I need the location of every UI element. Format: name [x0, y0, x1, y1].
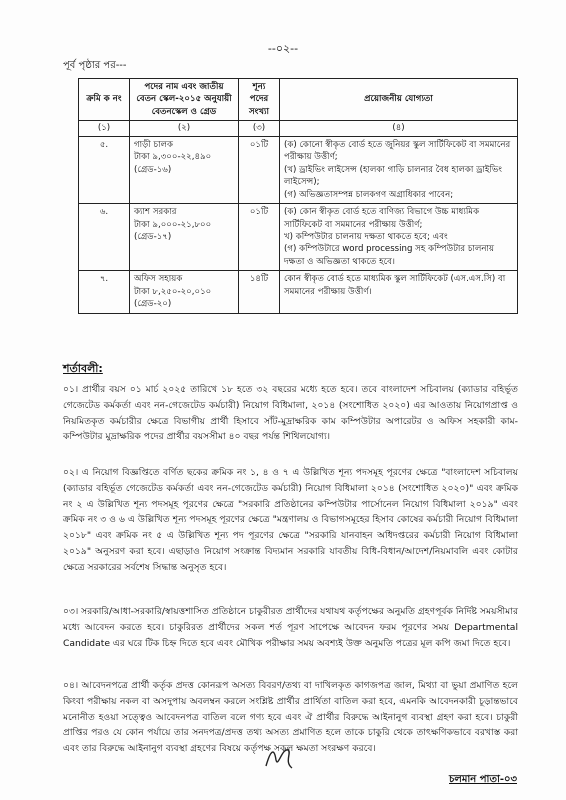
- qualification-item: (গ) কম্পিউটারে word processing সহ কম্পিউটার চালনায় দক্ষতা ও অভিজ্ঞতা থাকতে হবে।: [284, 244, 495, 267]
- post-name: গাড়ী চালক: [134, 139, 173, 150]
- row-serial: ৭.: [79, 271, 130, 313]
- conditions-heading: শর্তাবলী:: [63, 362, 103, 375]
- post-cell: [130, 271, 239, 313]
- pay-scale: টাকা ৯,৩০০-২২,৪৯০: [134, 152, 212, 163]
- condition-paragraph: ০২। এ নিয়োগ বিজ্ঞপ্তিতে বর্ণিত ছকের ক্রমিক নং ১, ৪ ও ৭ এ উল্লিখিত শূন্য পদসমূহ পূরণের ক্ষেত্রে "বাংলাদেশ সচিবালয় (ক্যাডার বহির্ভূত গেজেটেড কর্মকর্তা এবং নন-গেজেটেড কর্মচারী) নিয়োগ বিধিমালা ২০১৪ (সংশোধিত ২০২০)" এবং ক্রমিক নং ২ এ উল্লিখিত শূন্য পদসমূহ পূরণের ক্ষেত্রে "সরকারি প্রতিষ্ঠানের কম্পিউটার পার্সোনেল নিয়োগ বিধিমালা ২০১৯" এবং ক্রমিক নং ৩ ও ৬ এ উল্লিখিত শূন্য পদসমূহ পূরণের ক্ষেত্রে "মন্ত্রণালয় ও বিভাগসমূহের হিসাব কোষের কর্মচারী নিয়োগ বিধিমালা ২০১৮" এবং ক্রমিক নং ৫ এ উল্লিখিত শূন্য পদ পূরণের ক্ষেত্রে "সরকারি যানবাহন অধিদপ্তরের কর্মচারী নিয়োগ বিধিমালা ২০১৯" অনুসরণ করা হবে। এছাড়াও নিয়োগ সংক্রান্ত বিদ্যমান সরকারি যাবতীয় বিধি-বিধান/আদেশ/নিয়মাবলি এবং কোটার ক্ষেত্রে সরকারের সর্বশেষ সিদ্ধান্ত অনুসৃত হবে।: [63, 467, 518, 573]
- post-name: অফিস সহায়ক: [134, 274, 183, 285]
- table-row: [79, 204, 518, 271]
- table-row: [79, 136, 518, 203]
- qualification-item: কোন স্বীকৃত বোর্ড হতে মাধ্যমিক স্কুল সার্টিফিকেট (এস.এস.সি) বা সমমানের পরীক্ষায় উত্তীর্ণ।: [284, 274, 506, 297]
- row-serial: ৬.: [79, 204, 130, 271]
- header-qualification: প্রয়োজনীয় যোগ্যতা: [280, 79, 518, 121]
- col-index: (২): [130, 121, 239, 136]
- condition-paragraph: ০১। প্রার্থীর বয়স ০১ মার্চ ২০২৫ তারিখে ১৮ হতে ৩২ বছরের মধ্যে হতে হবে। তবে বাংলাদেশ সচিবালয় (ক্যাডার বহির্ভূত গেজেটেড কর্মকর্তা এবং নন-গেজেটেড কর্মচারী) নিয়োগ বিধিমালা, ২০১৪ (সংশোধিত ২০২০) এর আওতায় নিয়োগপ্রাপ্ত ও নিয়মিতকৃত কর্মচারীর ক্ষেত্রে বিভাগীয় প্রার্থী হিসাবে সাঁট-মুদ্রাক্ষরিক কাম কম্পিউটার অপারেটর ও অফিস সহকারী কাম-কম্পিউটার মুদ্রাক্ষরিক পদের প্রার্থীর বয়সসীমা ৪০ বছর পর্যন্ত শিথিলযোগ্য।: [63, 384, 518, 443]
- table-row: [79, 271, 518, 313]
- condition-paragraph: ০৪। আবেদনপত্রে প্রার্থী কর্তৃক প্রদত্ত কোনরূপ অসত্য বিবরণ/তথ্য বা দাখিলকৃত কাগজপত্র জাল, মিথ্যা বা ভুয়া প্রমাণিত হলে কিংবা পরীক্ষায় নকল বা অসদুপায় অবলম্বন করলে সংশ্লিষ্ট প্রার্থীর প্রার্থিতা বাতিল করা হবে, এমনকি আবেদনকারী চূড়ান্তভাবে মনোনীত হওয়া সত্ত্বেও আবেদনপত্র বাতিল বলে গণ্য হবে এবং ঐ প্রার্থীর বিরুদ্ধে আইনানুগ ব্যবস্থা গ্রহণ করা হবে। চাকুরী প্রাপ্তির পরও যে কোন পর্যায়ে তার সনদপত্র/প্রদত্ত তথ্য অসত্য প্রমাণিত হলে তাকে চাকুরি থেকে তাৎক্ষণিকভাবে বরখাস্ত করা এবং তার বিরুদ্ধে আইনানুগ ব্যবস্থা গ্রহণের বিষয়ে কর্তৃপক্ষ সকল ক্ষমতা সংরক্ষণ করবে।: [63, 680, 518, 755]
- page-number: --০২--: [267, 42, 299, 55]
- col-index: (১): [79, 121, 130, 136]
- col-index: (৩): [239, 121, 280, 136]
- qualification-item: (ক) কোনো স্বীকৃত বোর্ড হতে জুনিয়র স্কুল সার্টিফিকেট বা সমমানের পরীক্ষায় উত্তীর্ণ;: [284, 139, 511, 163]
- header-vacancy-count: শূন্য পদের সংখ্যা: [239, 79, 280, 121]
- qualification-item: (খ) ড্রাইভিং লাইসেন্স (হালকা গাড়ি চালনার বৈধ হালকা ড্রাইভিং লাইসেন্স);: [284, 164, 502, 188]
- continued-note: পূর্ব পৃষ্ঠার পর---: [63, 60, 127, 71]
- signature-mark: [262, 742, 296, 772]
- condition-paragraph: ০৩। সরকারি/আধা-সরকারি/স্বায়ত্তশাসিত প্রতিষ্ঠানে চাকুরীরত প্রার্থীদের যথাযথ কর্তৃপক্ষের অনুমতি গ্রহণপূর্বক নির্দিষ্ট সময়সীমার মধ্যে আবেদন করতে হবে। চাকুরিরত প্রার্থীদের সকল শর্ত পূরণ সাপেক্ষে আবেদন ফরম পূরণের সময় Departmental Candidate এর ঘরে টিক চিহ্ন দিতে হবে এবং মৌখিক পরীক্ষার সময় অবশ্যই উক্ত অনুমতি পত্রের মূল কপি জমা দিতে হবে।: [63, 606, 518, 649]
- pay-scale: টাকা ৯,০০০-২১,৮০০: [134, 219, 212, 230]
- vacancy-count: ১৪টি: [239, 271, 280, 313]
- qualification-item: (ক) কোন স্বীকৃত বোর্ড হতে বাণিজ্য বিভাগে উচ্চ মাধ্যমিক সার্টিফিকেট বা সমমানের পরীক্ষায় উত্তীর্ণ;: [284, 207, 480, 230]
- header-post-name: পদের নাম এবং জাতীয় বেতন স্কেল-২০১৫ অনুযায়ী বেতনস্কেল ও গ্রেড: [130, 79, 239, 121]
- vacancy-count: ০১টি: [239, 136, 280, 203]
- pay-scale: টাকা ৮,২৫০-২০,০১০: [134, 286, 212, 297]
- column-index-row: [79, 121, 518, 136]
- pay-grade: (গ্রেড-২০): [134, 299, 172, 310]
- col-index: (৪): [280, 121, 518, 136]
- header-serial: ক্রমি ক নং: [79, 79, 130, 121]
- row-serial: ৫.: [79, 136, 130, 203]
- vacancy-table: [78, 78, 518, 314]
- post-cell: [130, 204, 239, 271]
- qualification-cell: [280, 271, 518, 313]
- post-cell: [130, 136, 239, 203]
- next-page-note: চলমান পাতা-০৩: [449, 774, 517, 785]
- table-header-row: [79, 79, 518, 121]
- vacancy-count: ০১টি: [239, 204, 280, 271]
- pay-grade: (গ্রেড-১৬): [134, 164, 172, 175]
- qualification-item: (গ) অভিজ্ঞতাসম্পন্ন চালকগণ অগ্রাধিকার পাবেন;: [284, 189, 454, 200]
- pay-grade: (গ্রেড-১৭): [134, 231, 172, 242]
- qualification-item: খ) কম্পিউটার চালনায় দক্ষতা থাকতে হবে; এবং: [284, 231, 448, 242]
- qualification-cell: [280, 136, 518, 203]
- qualification-cell: [280, 204, 518, 271]
- post-name: ক্যাশ সরকার: [134, 207, 177, 218]
